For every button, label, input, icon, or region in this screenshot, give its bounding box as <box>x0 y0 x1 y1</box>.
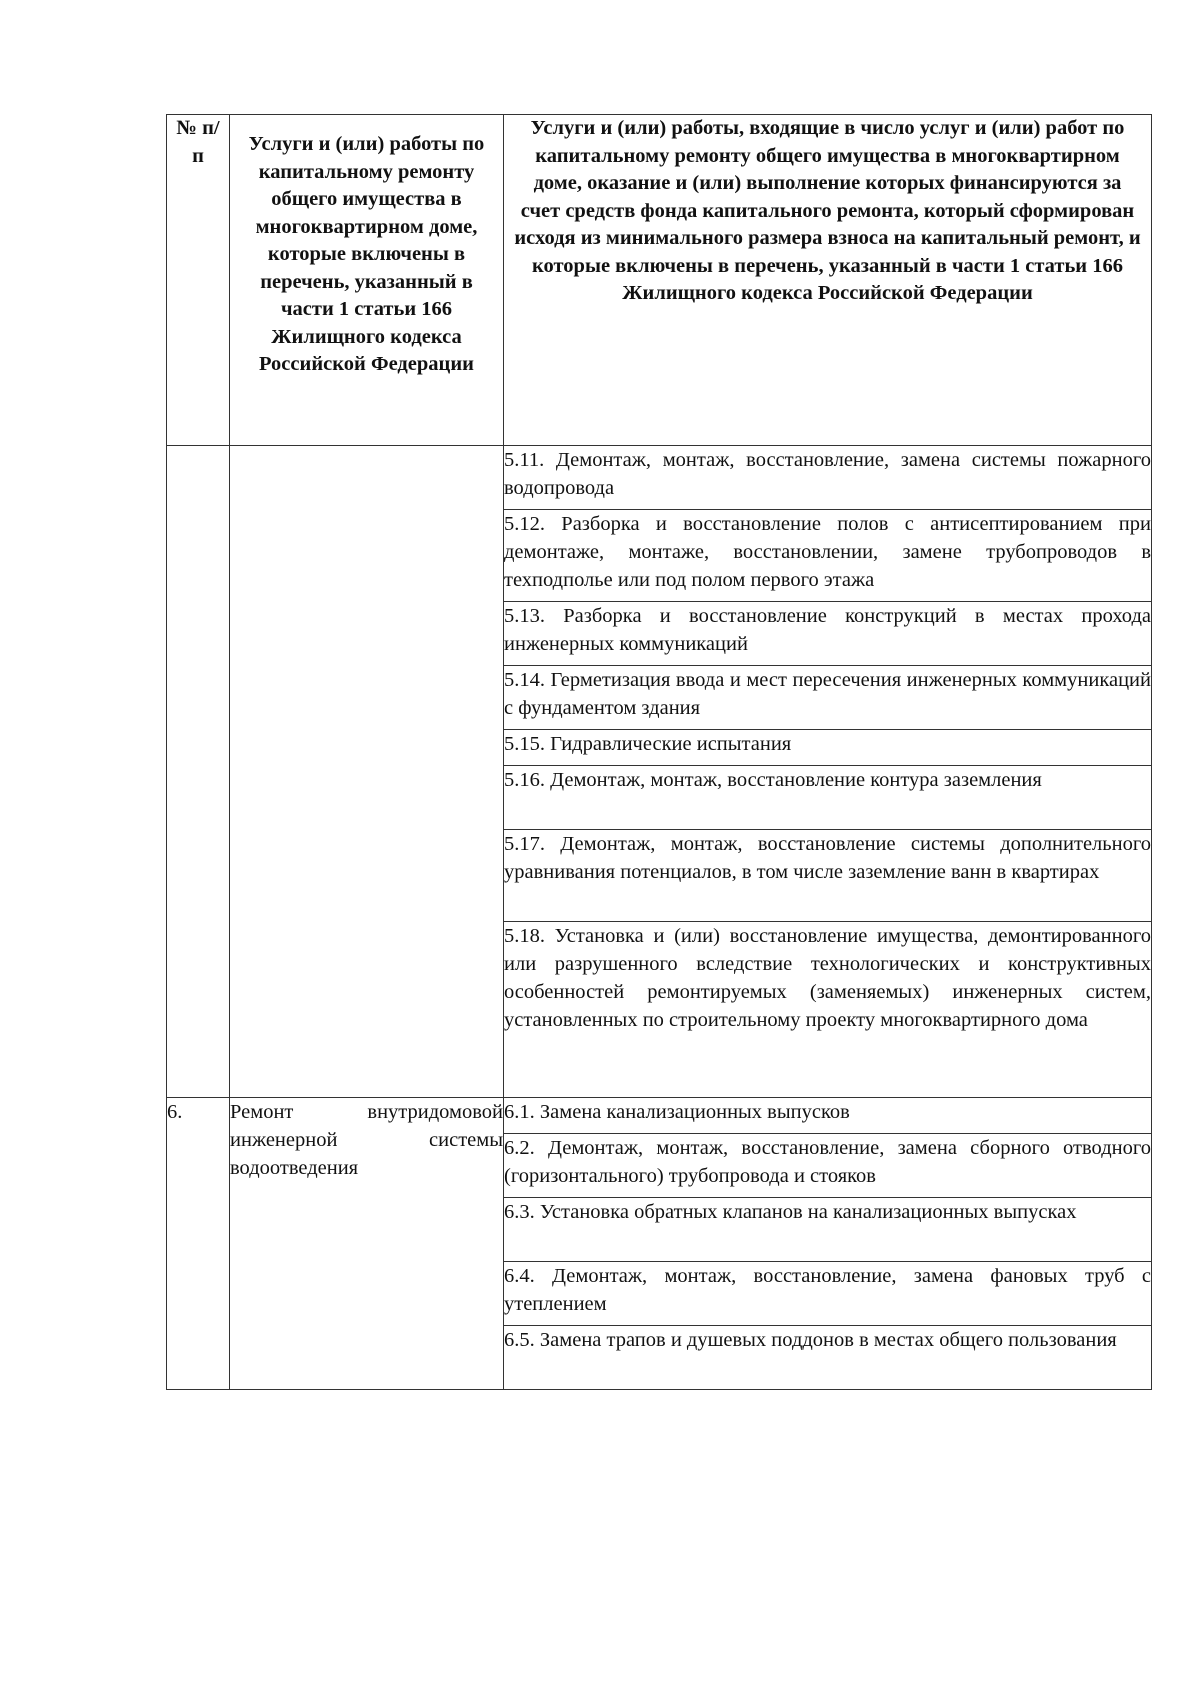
row-number: 6. <box>167 1098 230 1390</box>
header-service: Услуги и (или) работы по капитальному ремонту общего имущества в многоквартирном доме, которые включены в перечень, указанный в части 1 статьи 166 Жилищного кодекса Российской Федерации <box>248 133 485 375</box>
work-item: 6.2. Демонтаж, монтаж, восстановление, замена сборного отводного (горизонтального) трубопровода и стояков <box>504 1134 1152 1198</box>
work-item: 5.11. Демонтаж, монтаж, восстановление, замена системы пожарного водопровода <box>504 446 1152 510</box>
work-item: 6.4. Демонтаж, монтаж, восстановление, замена фановых труб с утеплением <box>504 1262 1152 1326</box>
row-service: Ремонт внутридомовой инженерной системы водоотведения <box>230 1098 504 1390</box>
header-service-cell <box>230 115 504 446</box>
row-service-cell <box>230 446 504 1098</box>
work-item: 6.3. Установка обратных клапанов на канализационных выпусках <box>504 1198 1152 1262</box>
work-item: 5.14. Герметизация ввода и мест пересечения инженерных коммуникаций с фундаментом здания <box>504 666 1152 730</box>
work-item: 6.1. Замена канализационных выпусков <box>504 1098 1152 1134</box>
work-item: 6.5. Замена трапов и душевых поддонов в местах общего пользования <box>504 1326 1152 1390</box>
table-header-row <box>167 115 1152 446</box>
works-table <box>166 114 1152 1390</box>
header-works-cell <box>504 115 1152 446</box>
work-item: 5.12. Разборка и восстановление полов с антисептированием при демонтаже, монтаже, восстановлении, замене трубопроводов в техподполье или под полом первого этажа <box>504 510 1152 602</box>
table-row <box>167 446 1152 510</box>
work-item: 5.13. Разборка и восстановление конструкций в местах прохода инженерных коммуникаций <box>504 602 1152 666</box>
work-item: 5.17. Демонтаж, монтаж, восстановление системы дополнительного уравнивания потенциалов, в том числе заземление ванн в квартирах <box>504 830 1152 922</box>
row-number-cell <box>167 446 230 1098</box>
work-item: 5.16. Демонтаж, монтаж, восстановление контура заземления <box>504 766 1152 830</box>
header-number: № п/п <box>176 117 220 167</box>
header-number-cell <box>167 115 230 446</box>
work-item: 5.15. Гидравлические испытания <box>504 730 1152 766</box>
work-item: 5.18. Установка и (или) восстановление имущества, демонтированного или разрушенного вследствие технологических и конструктивных особенностей ремонтируемых (заменяемых) инженерных систем, установленных по строительному проекту многоквартирного дома <box>504 922 1152 1098</box>
header-works: Услуги и (или) работы, входящие в число услуг и (или) работ по капитальному ремонту общего имущества в многоквартирном доме, оказание и (или) выполнение которых финансируются за счет средств фонда капитального ремонта, который сформирован исходя из минимального размера взноса на капитальный ремонт, и которые включены в перечень, указанный в части 1 статьи 166 Жилищного кодекса Российской Федерации <box>514 117 1141 304</box>
table-row <box>167 1098 1152 1134</box>
